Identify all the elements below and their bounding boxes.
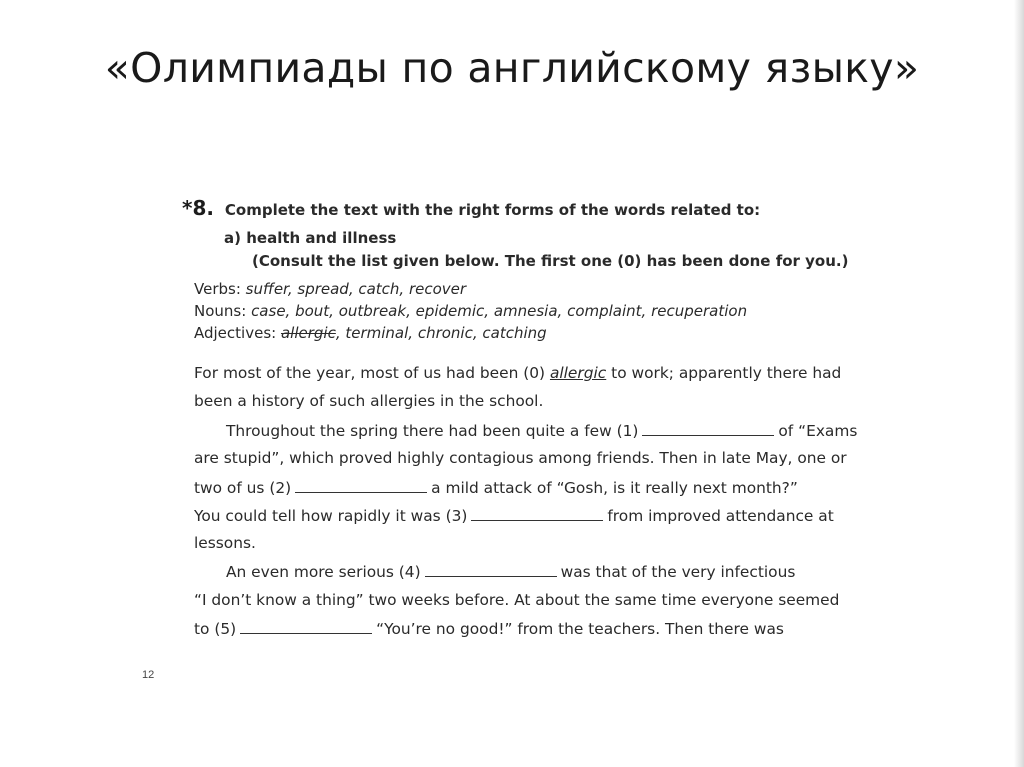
text-fragment: Throughout the spring there had been quite a few (1) bbox=[226, 422, 639, 440]
text-line-9: “I don’t know a thing” two weeks before. At about the same time everyone seemed bbox=[194, 591, 840, 609]
exercise-number: *8. bbox=[182, 196, 214, 220]
answer-blank-4 bbox=[425, 562, 557, 577]
text-fragment: An even more serious (4) bbox=[226, 563, 421, 581]
text-line-5 bbox=[194, 478, 798, 497]
text-fragment: to (5) bbox=[194, 620, 237, 638]
slide-title: «Олимпиады по английскому языку» bbox=[104, 44, 920, 92]
textbook-scan bbox=[178, 192, 898, 692]
text-line-7: lessons. bbox=[194, 534, 256, 552]
slide-edge-shadow bbox=[1014, 0, 1024, 767]
text-fragment: was that of the very infectious bbox=[560, 563, 796, 581]
text-fragment: For most of the year, most of us had been (0) bbox=[194, 364, 546, 382]
exercise-header bbox=[182, 196, 760, 220]
answer-blank-2 bbox=[295, 478, 427, 493]
text-line-1 bbox=[194, 364, 841, 382]
exercise-instruction: Complete the text with the right forms of the words related to: bbox=[224, 201, 761, 219]
text-line-4: are stupid”, which proved highly contagious among friends. Then in late May, one or bbox=[194, 449, 847, 467]
example-answer: allergic bbox=[549, 364, 607, 382]
part-a-note: (Consult the list given below. The first one (0) has been done for you.) bbox=[252, 252, 849, 270]
part-a-label: a) bbox=[224, 229, 241, 247]
adjective-struck-example: allergic bbox=[280, 324, 336, 342]
text-fragment: You could tell how rapidly it was (3) bbox=[194, 507, 468, 525]
text-fragment: of “Exams bbox=[778, 422, 858, 440]
adjectives-items: , terminal, chronic, catching bbox=[335, 324, 547, 342]
nouns-label: Nouns: bbox=[194, 302, 247, 320]
verbs-label: Verbs: bbox=[194, 280, 241, 298]
answer-blank-3 bbox=[471, 506, 603, 521]
text-line-2: been a history of such allergies in the school. bbox=[194, 392, 544, 410]
answer-blank-1 bbox=[642, 421, 774, 436]
part-a-heading bbox=[224, 229, 396, 247]
verbs-items: suffer, spread, catch, recover bbox=[245, 280, 467, 298]
answer-blank-5 bbox=[240, 619, 372, 634]
text-fragment: two of us (2) bbox=[194, 479, 292, 497]
page-number: 12 bbox=[142, 669, 155, 681]
nouns-list bbox=[194, 302, 747, 320]
verbs-list bbox=[194, 280, 466, 298]
nouns-items: case, bout, outbreak, epidemic, amnesia, complaint, recuperation bbox=[251, 302, 748, 320]
text-fragment: a mild attack of “Gosh, is it really next month?” bbox=[431, 479, 798, 497]
text-fragment: from improved attendance at bbox=[607, 507, 834, 525]
text-fragment: to work; apparently there had bbox=[611, 364, 842, 382]
adjectives-list bbox=[194, 324, 547, 342]
text-line-3 bbox=[226, 421, 857, 440]
text-line-8 bbox=[226, 562, 795, 581]
text-line-10 bbox=[194, 619, 784, 638]
adjectives-label: Adjectives: bbox=[194, 324, 277, 342]
text-fragment: “You’re no good!” from the teachers. Then there was bbox=[376, 620, 784, 638]
text-line-6 bbox=[194, 506, 834, 525]
part-a-topic: health and illness bbox=[246, 229, 397, 247]
